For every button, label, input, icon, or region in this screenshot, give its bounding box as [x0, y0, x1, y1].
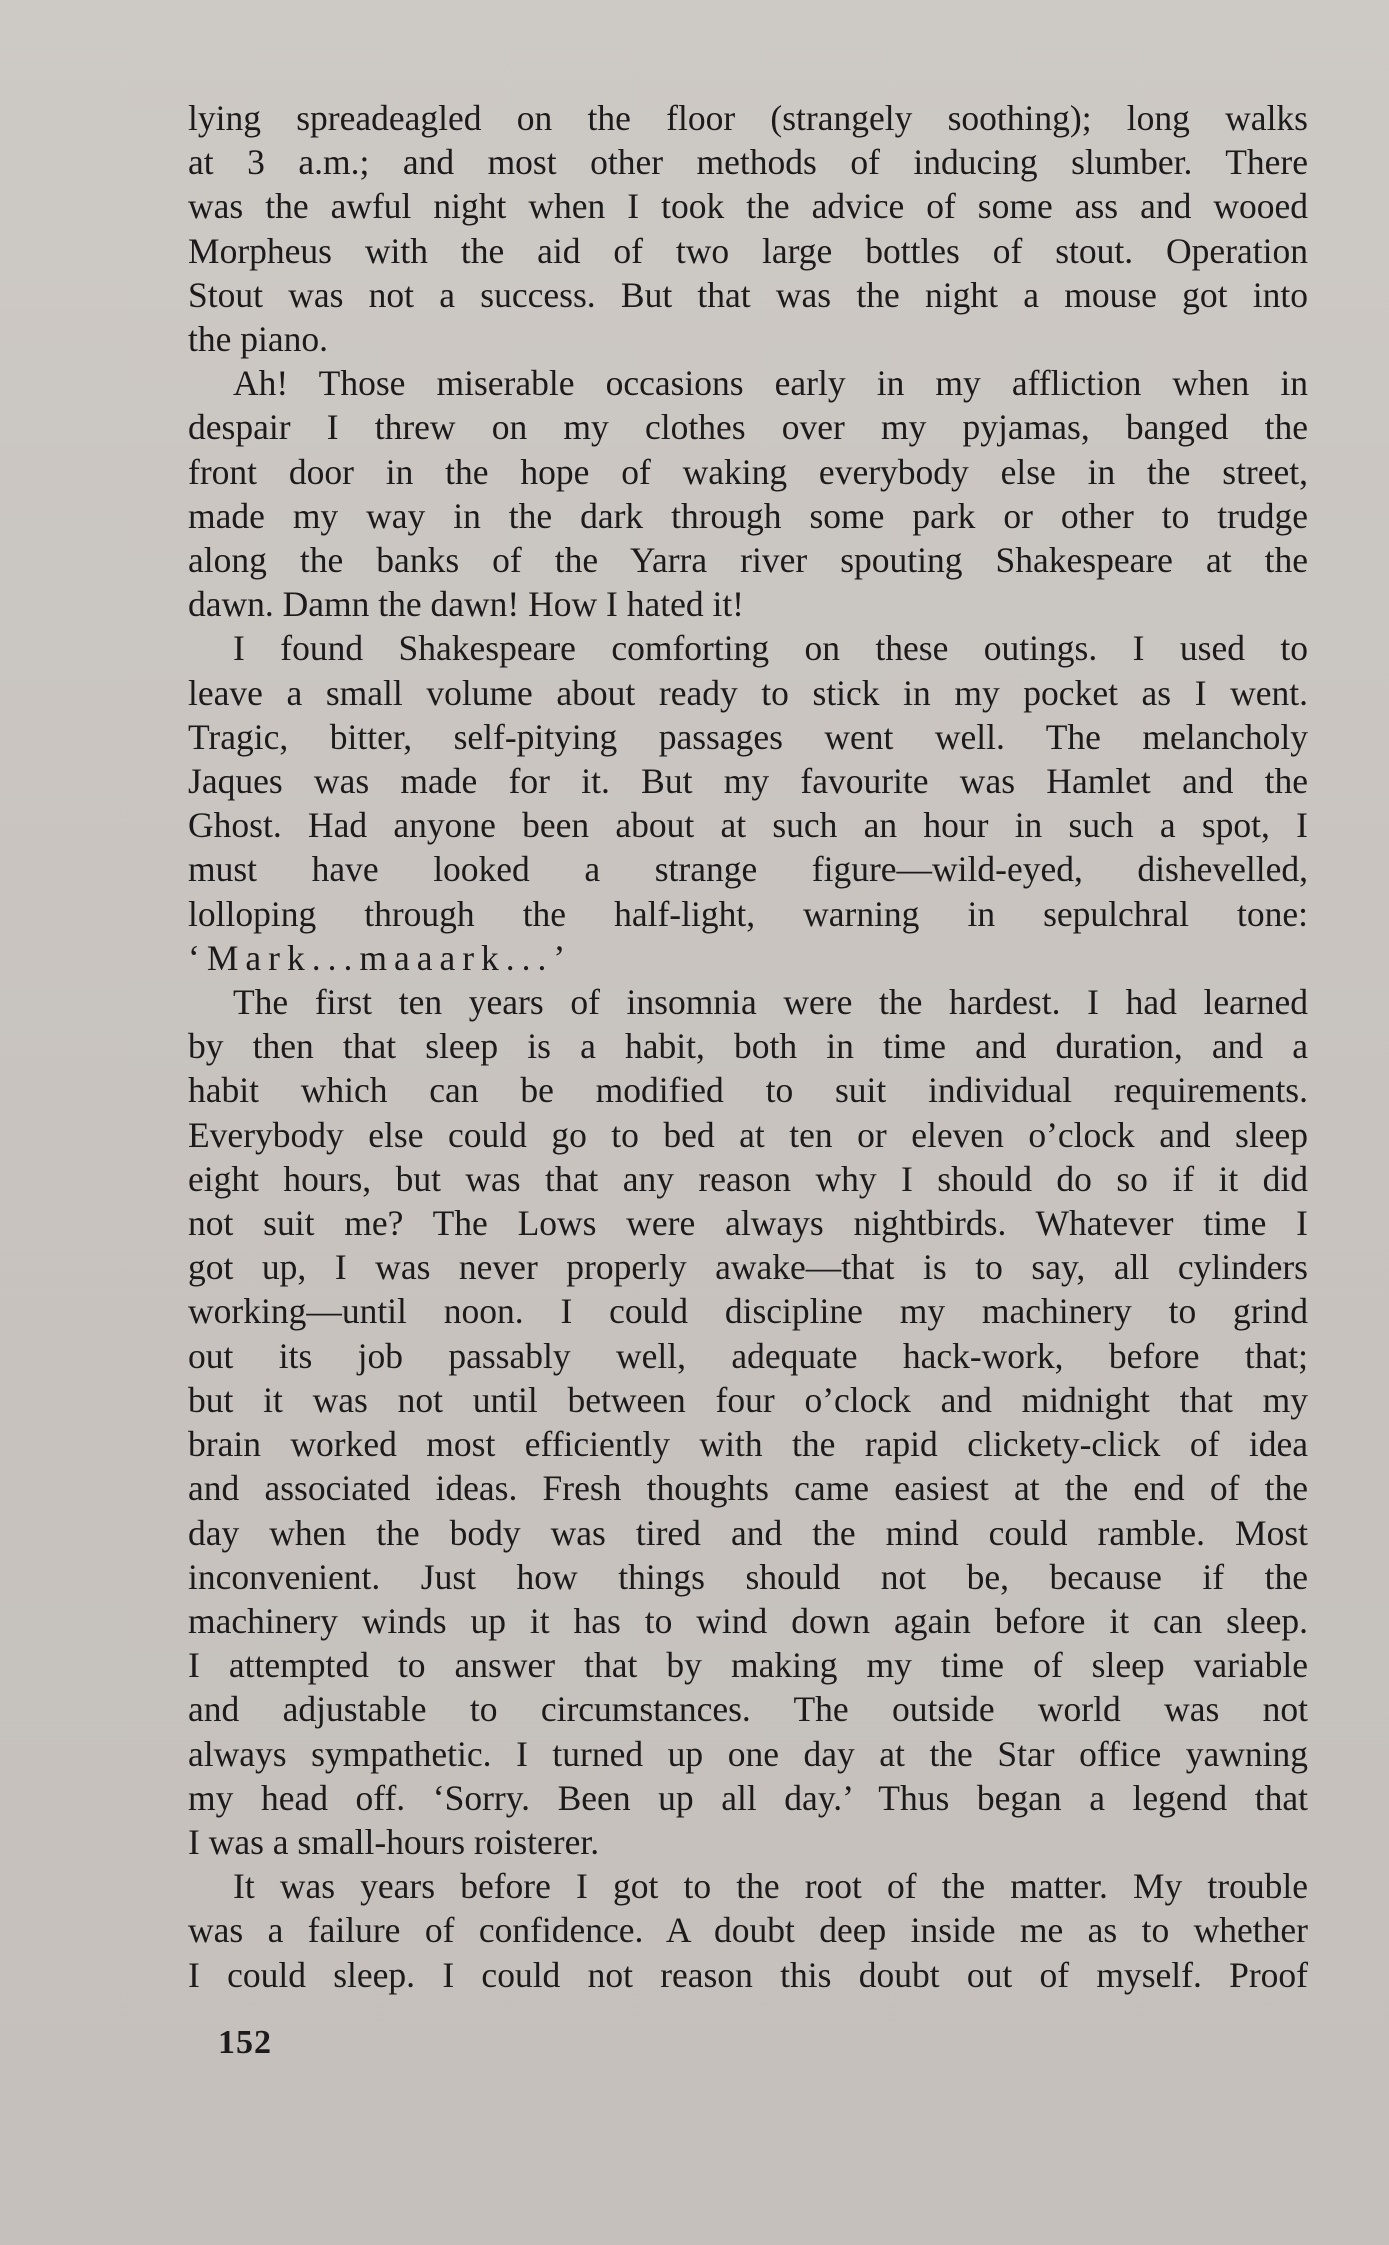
text-line: I could sleep. I could not reason this doubt out of myself. Proof — [188, 1954, 1308, 1995]
page-number: 152 — [218, 2024, 272, 2061]
text-line: The first ten years of insomnia were the hardest. I had learned — [233, 982, 1308, 1023]
text-line: and adjustable to circumstances. The outside world was not — [188, 1689, 1308, 1730]
text-line: was the awful night when I took the advice of some ass and wooed — [188, 186, 1308, 227]
text-line: working—until noon. I could discipline my machinery to grind — [188, 1291, 1308, 1332]
text-line: Ah! Those miserable occasions early in my affliction when in — [233, 363, 1308, 404]
text-line: eight hours, but was that any reason why I should do so if it did — [188, 1158, 1308, 1199]
text-line: lying spreadeagled on the floor (strangely soothing); long walks — [188, 98, 1308, 138]
text-line: always sympathetic. I turned up one day at the Star office yawning — [188, 1733, 1308, 1774]
text-line: brain worked most efficiently with the rapid clickety-click of idea — [188, 1424, 1308, 1465]
body-text — [188, 96, 1308, 1997]
text-line: along the banks of the Yarra river spouting Shakespeare at the — [188, 540, 1308, 581]
text-line: at 3 a.m.; and most other methods of inducing slumber. There — [188, 142, 1308, 183]
text-line: leave a small volume about ready to stick in my pocket as I went. — [188, 672, 1308, 713]
text-line: got up, I was never properly awake—that is to say, all cylinders — [188, 1247, 1308, 1288]
text-line: day when the body was tired and the mind could ramble. Most — [188, 1512, 1308, 1553]
text-line: by then that sleep is a habit, both in time and duration, and a — [188, 1026, 1308, 1067]
text-line: out its job passably well, adequate hack-work, before that; — [188, 1335, 1308, 1376]
text-line: It was years before I got to the root of the matter. My trouble — [233, 1866, 1308, 1907]
text-line: habit which can be modified to suit individual requirements. — [188, 1070, 1308, 1111]
text-line: inconvenient. Just how things should not be, because if the — [188, 1556, 1308, 1597]
text-line: Jaques was made for it. But my favourite was Hamlet and the — [188, 761, 1308, 802]
text-line: front door in the hope of waking everybody else in the street, — [188, 451, 1308, 492]
text-line: ‘Mark...maaark...’ — [188, 937, 573, 978]
text-line: was a failure of confidence. A doubt deep inside me as to whether — [188, 1910, 1308, 1951]
text-line: Everybody else could go to bed at ten or eleven o’clock and sleep — [188, 1114, 1308, 1155]
text-line: machinery winds up it has to wind down again before it can sleep. — [188, 1600, 1308, 1641]
text-line: Stout was not a success. But that was the night a mouse got into — [188, 274, 1308, 315]
text-line: I was a small-hours roisterer. — [188, 1821, 600, 1862]
text-line: Ghost. Had anyone been about at such an hour in such a spot, I — [188, 805, 1308, 846]
text-line: my head off. ‘Sorry. Been up all day.’ Thus began a legend that — [188, 1777, 1308, 1818]
text-line: Tragic, bitter, self-pitying passages went well. The melancholy — [188, 716, 1308, 757]
text-line: I attempted to answer that by making my time of sleep variable — [188, 1645, 1308, 1686]
text-line: must have looked a strange figure—wild-eyed, dishevelled, — [188, 849, 1308, 890]
text-line: Morpheus with the aid of two large bottles of stout. Operation — [188, 230, 1308, 271]
text-line: dawn. Damn the dawn! How I hated it! — [188, 584, 745, 625]
text-line: despair I threw on my clothes over my pyjamas, banged the — [188, 407, 1308, 448]
text-line: lolloping through the half-light, warning in sepulchral tone: — [188, 893, 1308, 934]
text-line: and associated ideas. Fresh thoughts came easiest at the end of the — [188, 1468, 1308, 1509]
text-line: I found Shakespeare comforting on these outings. I used to — [233, 628, 1308, 669]
text-line: made my way in the dark through some park or other to trudge — [188, 495, 1308, 536]
text-line: but it was not until between four o’clock and midnight that my — [188, 1379, 1308, 1420]
text-line: not suit me? The Lows were always nightbirds. Whatever time I — [188, 1203, 1308, 1244]
text-line: the piano. — [188, 319, 328, 360]
